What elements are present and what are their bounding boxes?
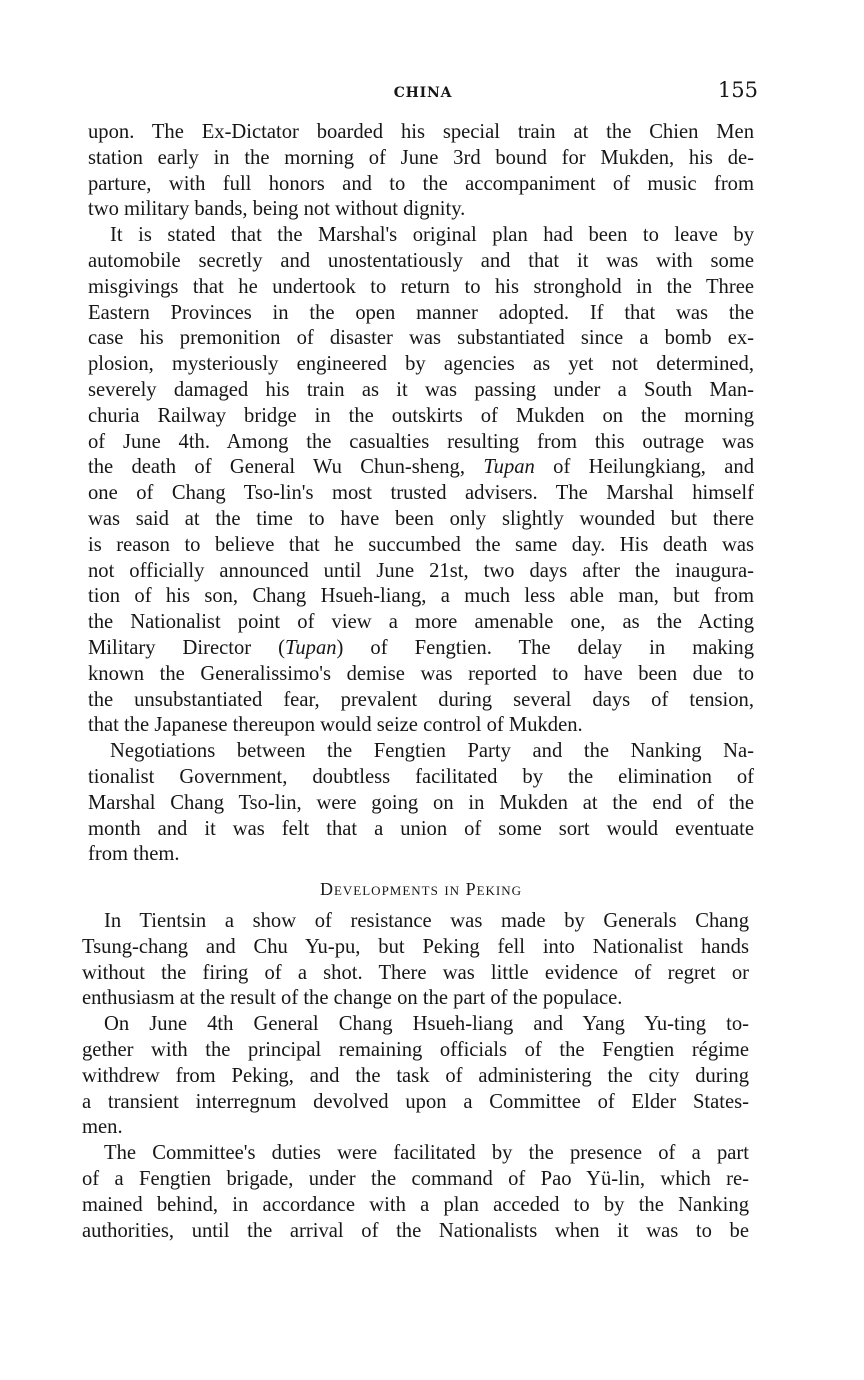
text-line: men. (82, 1116, 123, 1139)
text-line: gether with the principal remaining officials of the Fengtien régime (82, 1038, 749, 1061)
text-line: that the Japanese thereupon would seize control of Mukden. (88, 714, 583, 737)
text-line: The Committee's duties were facilitated by the presence of a part (104, 1142, 749, 1165)
text-line: the Nationalist point of view a more amenable one, as the Acting (88, 611, 754, 634)
paragraph-2 (88, 223, 754, 739)
page-number: 155 (717, 78, 758, 102)
text-line: without the firing of a shot. There was little evidence of regret or (82, 961, 749, 984)
text-line: mained behind, in accordance with a plan acceded to by the Nanking (82, 1193, 749, 1216)
text-line: parture, with full honors and to the accompaniment of music from (88, 172, 754, 195)
running-head (88, 78, 758, 108)
section-heading: Developments in Peking (319, 879, 523, 900)
text-line: plosion, mysteriously engineered by agencies as yet not determined, (88, 353, 754, 376)
text-line: a transient interregnum devolved upon a Committee of Elder States- (82, 1090, 749, 1113)
text-line: Military Director (Tupan) of Fengtien. The delay in making (88, 636, 754, 659)
text-line: two military bands, being not without dignity. (88, 198, 466, 221)
body-text-bottom (82, 909, 749, 1244)
text-line: automobile secretly and unostentatiously and that it was with some (88, 249, 754, 272)
text-line: from them. (88, 843, 180, 866)
body-text-top (88, 120, 754, 919)
text-line: of a Fengtien brigade, under the command of Pao Yü-lin, which re- (82, 1167, 749, 1190)
text-line: Marshal Chang Tso-lin, were going on in Mukden at the end of the (88, 791, 754, 814)
paragraph-4 (82, 909, 749, 1012)
text-line: Tsung-chang and Chu Yu-pu, but Peking fell into Nationalist hands (82, 935, 749, 958)
text-line: tion of his son, Chang Hsueh-liang, a much less able man, but from (88, 585, 754, 608)
text-line: authorities, until the arrival of the Nationalists when it was to be (82, 1219, 749, 1242)
text-line: It is stated that the Marshal's original plan had been to leave by (110, 224, 754, 247)
text-line: tionalist Government, doubtless facilitated by the elimination of (88, 765, 754, 788)
text-line: one of Chang Tso-lin's most trusted advisers. The Marshal himself (88, 482, 754, 505)
text-line: case his premonition of disaster was substantiated since a bomb ex- (88, 327, 754, 350)
paragraph-3 (88, 739, 754, 868)
text-line: churia Railway bridge in the outskirts of Mukden on the morning (88, 404, 754, 427)
paragraph-1 (88, 120, 754, 223)
paragraph-5 (82, 1012, 749, 1141)
text-line: upon. The Ex-Dictator boarded his special train at the Chien Men (88, 121, 754, 143)
text-line: was said at the time to have been only slightly wounded but there (88, 507, 754, 530)
running-title: CHINA (393, 85, 453, 101)
text-line: In Tientsin a show of resistance was made by Generals Chang (104, 910, 749, 932)
text-line: is reason to believe that he succumbed the same day. His death was (88, 533, 754, 556)
text-line: the unsubstantiated fear, prevalent during several days of tension, (88, 688, 754, 711)
text-line: misgivings that he undertook to return to his stronghold in the Three (88, 275, 754, 298)
text-line: Eastern Provinces in the open manner adopted. If that was the (88, 301, 754, 324)
paragraph-6 (82, 1141, 749, 1244)
text-line: not officially announced until June 21st, two days after the inaugura- (88, 559, 754, 582)
text-line: station early in the morning of June 3rd bound for Mukden, his de- (88, 146, 754, 169)
text-line: of June 4th. Among the casualties resulting from this outrage was (88, 430, 754, 453)
text-line: withdrew from Peking, and the task of administering the city during (82, 1064, 749, 1087)
text-line: Negotiations between the Fengtien Party and the Nanking Na- (110, 740, 754, 763)
text-line: enthusiasm at the result of the change on the part of the populace. (82, 987, 623, 1010)
text-line: known the Generalissimo's demise was reported to have been due to (88, 662, 754, 685)
text-line: the death of General Wu Chun-sheng, Tupan of Heilungkiang, and (88, 456, 754, 479)
text-line: On June 4th General Chang Hsueh-liang and Yang Yu-ting to- (104, 1013, 749, 1036)
text-line: severely damaged his train as it was passing under a South Man- (88, 378, 754, 401)
text-line: month and it was felt that a union of some sort would eventuate (88, 817, 754, 840)
